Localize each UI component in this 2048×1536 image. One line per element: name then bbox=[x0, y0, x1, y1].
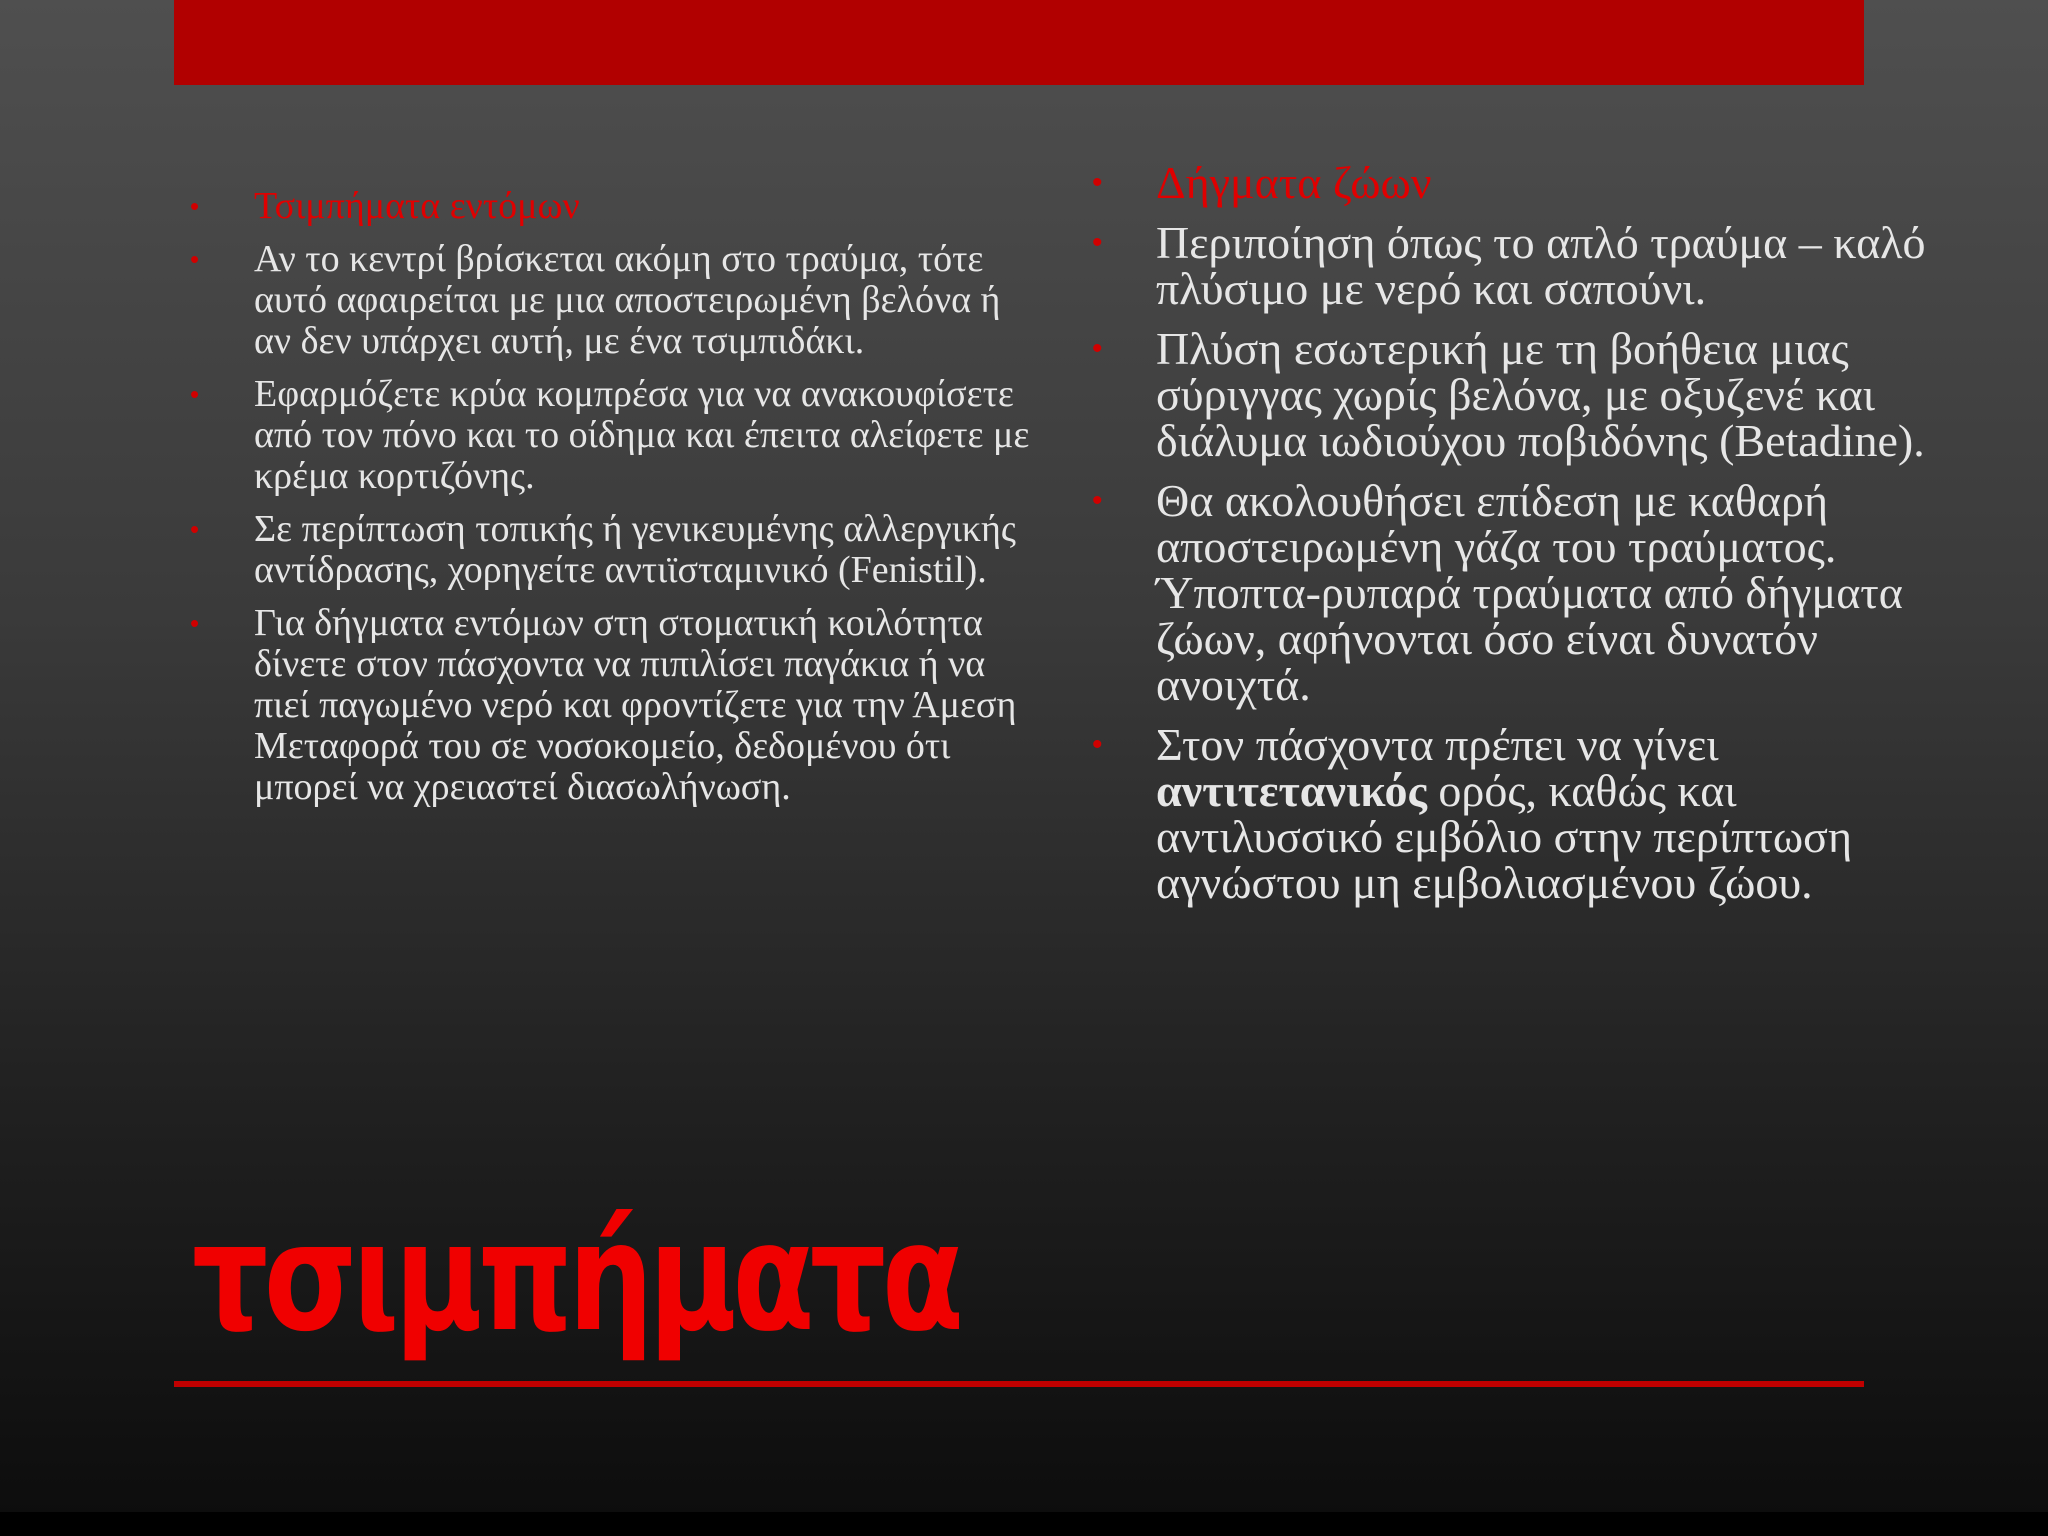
list-item bbox=[1092, 719, 1942, 908]
title-underline bbox=[174, 1381, 1864, 1387]
left-bullet-list bbox=[190, 186, 1030, 820]
list-item-text: Εφαρμόζετε κρύα κομπρέσα για να ανακουφίσετε από τον πόνο και το οίδημα και έπειτα αλείφετε με κρέμα κορτιζόνης. bbox=[254, 373, 1030, 497]
list-item bbox=[190, 509, 1030, 591]
bottom-black-strip bbox=[0, 1512, 2048, 1536]
section-heading-insect-stings: Τσιμπήματα εντόμων bbox=[254, 185, 580, 227]
bold-term: αντιτετανικός bbox=[1156, 765, 1427, 816]
bullet-icon: • bbox=[190, 514, 200, 544]
list-item bbox=[1092, 323, 1942, 466]
bullet-icon: • bbox=[1092, 166, 1103, 199]
text-before-bold: Στον πάσχοντα πρέπει να γίνει bbox=[1156, 719, 1719, 770]
list-item bbox=[190, 374, 1030, 497]
bullet-icon: • bbox=[190, 608, 200, 638]
list-item-text: Περιποίηση όπως το απλό τραύμα – καλό πλύσιμο με νερό και σαπούνι. bbox=[1156, 217, 1926, 314]
list-item-text: Πλύση εσωτερική με τη βοήθεια μιας σύριγγας χωρίς βελόνα, με οξυζενέ και διάλυμα ιωδιούχου ποβιδόνης (Betadine). bbox=[1156, 323, 1925, 466]
list-item-text: Αν το κεντρί βρίσκεται ακόμη στο τραύμα, τότε αυτό αφαιρείται με μια αποστειρωμένη βελόνα ή αν δεν υπάρχει αυτή, με ένα τσιμπιδάκι. bbox=[254, 238, 1001, 362]
list-item-text: Θα ακολουθήσει επίδεση με καθαρή αποστειρωμένη γάζα του τραύματος. Ύποπτα-ρυπαρά τραύματα από δήγματα ζώων, αφήνονται όσο είναι δυνατόν ανοιχτά. bbox=[1156, 475, 1903, 710]
bullet-icon: • bbox=[1092, 728, 1103, 761]
bullet-icon: • bbox=[190, 379, 200, 409]
list-item bbox=[190, 603, 1030, 808]
right-bullet-list bbox=[1092, 157, 1942, 920]
list-item-text: Για δήγματα εντόμων στη στοματική κοιλότητα δίνετε στον πάσχοντα να πιπιλίσει παγάκια ή να πιεί παγωμένο νερό και φροντίζετε για την Άμεση Μεταφορά του σε νοσοκομείο, δεδομένου ότι μπορεί να χρειαστεί διασωλήνωση. bbox=[254, 602, 1017, 808]
bullet-icon: • bbox=[190, 191, 200, 221]
list-item-text: Σε περίπτωση τοπικής ή γενικευμένης αλλεργικής αντίδρασης, χορηγείτε αντιϊσταμινικό (Fenistil). bbox=[254, 508, 1016, 591]
section-heading-animal-bites: Δήγματα ζώων bbox=[1156, 157, 1432, 208]
list-item bbox=[1092, 475, 1942, 710]
bullet-icon: • bbox=[1092, 484, 1103, 517]
top-accent-bar bbox=[174, 0, 1864, 85]
bullet-icon: • bbox=[1092, 226, 1103, 259]
text-after-bold: ορός, καθώς και αντιλυσσικό εμβόλιο στην περίπτωση αγνώστου μη εμβολιασμένου ζώου. bbox=[1156, 765, 1852, 908]
bullet-icon: • bbox=[1092, 332, 1103, 365]
list-item bbox=[190, 186, 1030, 227]
list-item bbox=[1092, 157, 1942, 208]
list-item-text bbox=[1156, 719, 1852, 908]
bullet-icon: • bbox=[190, 244, 200, 274]
list-item bbox=[190, 239, 1030, 362]
list-item bbox=[1092, 217, 1942, 314]
slide-title: τσιμπήματα bbox=[192, 1191, 960, 1365]
